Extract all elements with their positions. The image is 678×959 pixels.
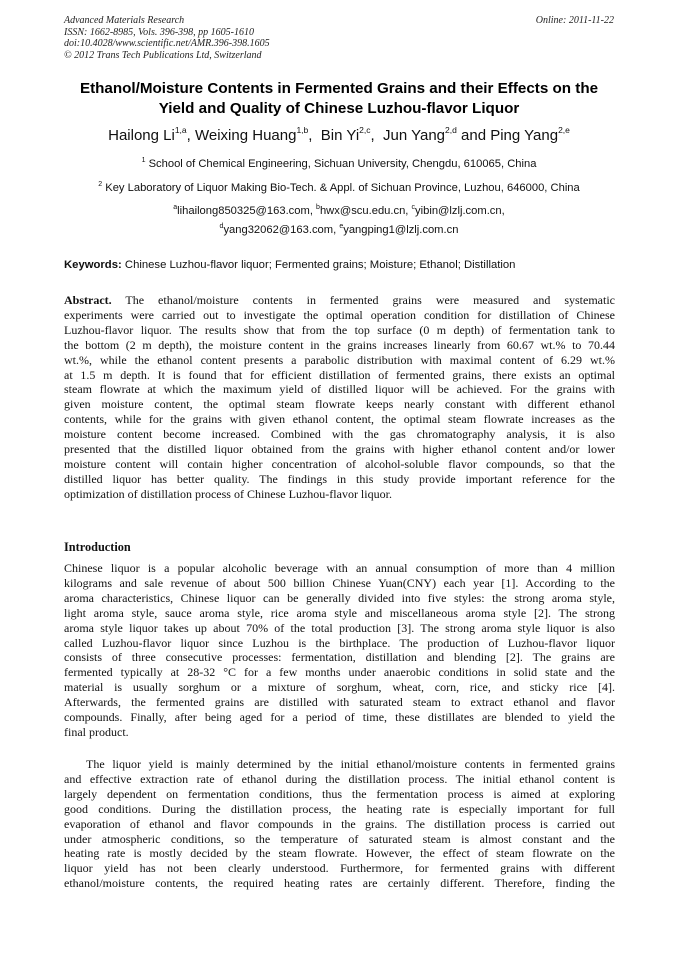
- email-mark: d: [219, 223, 224, 230]
- abstract-line: wt.%, while the ethanol content presents a parabolic distribution with maximal content of 6.29 wt.%: [64, 352, 615, 367]
- abstract-line: contents, while for the grains with given ethanol content, the optimal steam flowrate increases as the: [64, 412, 615, 427]
- body-line: material is usually sorghum or a mixture of sorghum, wheat, corn, rice, and sticky rice [4].: [64, 680, 615, 695]
- title-line: Yield and Quality of Chinese Luzhou-flavor Liquor: [158, 100, 520, 117]
- email-mark: e: [339, 223, 344, 230]
- email-address[interactable]: yibin@lzlj.com.cn,: [415, 205, 505, 217]
- body-line: final product.: [64, 724, 129, 739]
- body-line: called Luzhou-flavor liquor since Luzhou is the birthplace. The production of Luzhou-flavor liquor: [64, 635, 615, 650]
- keywords-label: Keywords:: [64, 259, 122, 271]
- affiliation-text: Key Laboratory of Liquor Making Bio-Tech. & Appl. of Sichuan Province, Luzhou, 646000, China: [105, 182, 580, 194]
- introduction-paragraph-1: [64, 561, 615, 740]
- author-name: Bin Yi: [320, 127, 360, 144]
- body-line: under atmospheric conditions, so the temperature of saturated steam is almost constant and the: [64, 831, 615, 846]
- email-line-1: [40, 204, 638, 220]
- email-address[interactable]: hwx@scu.edu.cn,: [319, 205, 412, 217]
- body-line: aroma characteristics, Chinese liquor can be generally divided into five styles: the strong aroma style,: [64, 590, 615, 605]
- issn-line: ISSN: 1662-8985, Vols. 396-398, pp 1605-1610: [64, 26, 254, 38]
- body-line: Afterwards, the fermented grains are distilled with saturated steam to extract ethanol and flavor: [64, 695, 615, 710]
- author-name: Weixing Huang: [195, 127, 297, 144]
- author-separator: ,: [370, 127, 384, 144]
- body-line: kilograms and sale revenue of about 500 billion Chinese Yuan(CNY) each year [1]. According to the: [64, 575, 615, 590]
- body-line: ethanol/moisture contents, the required heating rates are certainly different. Therefore, finding the: [64, 876, 615, 891]
- author-affiliation-mark: 1,b: [296, 125, 309, 135]
- author-list: [40, 125, 638, 148]
- keywords: [64, 258, 616, 272]
- author-separator: ,: [308, 127, 321, 144]
- affiliation-mark: 2: [98, 181, 103, 188]
- abstract-label: Abstract.: [64, 293, 112, 307]
- body-line: aroma style liquor takes up about 70% of the total production [3]. The strong aroma style liquor is also: [64, 620, 615, 635]
- email-mark: b: [316, 204, 320, 211]
- abstract-line: steam flowrate at which the maximum yield of distilled liquor will be achieved. For the grains with: [64, 382, 615, 397]
- body-line: compounds. Finally, after being aged for a period of time, these distillates are blended to yield the: [64, 710, 615, 725]
- journal-header: [64, 15, 394, 61]
- author-separator: and: [456, 127, 491, 144]
- affiliation-1: [40, 157, 638, 173]
- email-address[interactable]: yangping1@lzlj.com.cn: [343, 224, 459, 236]
- doi-line: doi:10.4028/www.scientific.net/AMR.396-398.1605: [64, 38, 270, 49]
- abstract-line: at 1.5 m depth. It is found that for efficient distillation of fermented grains, there exists an optimal: [64, 367, 615, 382]
- email-mark: a: [173, 204, 178, 211]
- introduction-paragraph-2: [64, 757, 615, 891]
- journal-name: Advanced Materials Research: [64, 15, 185, 26]
- abstract-line: moisture content become increased. Combined with the gas chromatography analysis, it is also: [64, 427, 615, 442]
- body-line: The liquor yield is mainly determined by the initial ethanol/moisture contents in fermented grains: [86, 757, 615, 771]
- author-affiliation-mark: 2,d: [445, 125, 457, 135]
- body-line: evaporation of ethanol and flavor compounds in the grains. The distillation process is carried out: [64, 816, 615, 831]
- body-line: consists of three consecutive processes: fermentation, distillation and blending [2]. The grains are: [64, 650, 615, 665]
- abstract-line: moisture content will contain higher concentration of alcohol-soluble flavor compounds, so that the: [64, 456, 615, 471]
- affiliation-mark: 1: [141, 157, 146, 164]
- copyright-line: © 2012 Trans Tech Publications Ltd, Switzerland: [64, 49, 262, 61]
- abstract-line: the bottom (2 m depth), the moisture content in the grains increases linearly from 60.67 wt.% to 70.44: [64, 337, 615, 352]
- body-line: heating rate is mostly decided by the steam flowrate. However, the effect of steam flowrate on the: [64, 846, 615, 861]
- author-affiliation-mark: 2,e: [558, 125, 570, 135]
- author-name: Hailong Li: [108, 127, 175, 144]
- author-affiliation-mark: 1,a: [174, 125, 187, 135]
- email-line-2: [40, 223, 638, 239]
- online-date: Online: 2011-11-22: [535, 15, 614, 26]
- abstract-line: experiments were carried out to investigate the optimal operation condition for distillation of Chinese: [64, 307, 615, 322]
- author-name: Ping Yang: [490, 127, 559, 144]
- author-name: Jun Yang: [383, 127, 446, 144]
- body-line: Chinese liquor is a popular alcoholic beverage with an annual consumption of more than 4 million: [64, 561, 615, 575]
- email-address[interactable]: yang32062@163.com,: [223, 224, 340, 236]
- abstract-line: given moisture content, the optimal steam flowrate keeps nearly constant with different ethanol: [64, 397, 615, 412]
- body-line: liquor yield has not been clearly understood. Furthermore, for fermented grains with different: [64, 861, 615, 876]
- email-address[interactable]: lihailong850325@163.com,: [177, 205, 317, 217]
- author-separator: ,: [186, 127, 195, 144]
- author-affiliation-mark: 2,c: [359, 125, 371, 135]
- abstract: [64, 293, 615, 502]
- section-heading-introduction: Introduction: [64, 540, 131, 554]
- abstract-line: presented that the distilled liquor obtained from the grains with higher ethanol content and/or lower: [64, 442, 615, 457]
- abstract-line: [64, 293, 615, 308]
- affiliation-text: School of Chemical Engineering, Sichuan University, Chengdu, 610065, China: [148, 158, 537, 170]
- body-line: light aroma style, sauce aroma style, rice aroma style and miscellaneous aroma style [2]. The strong: [64, 605, 615, 620]
- keywords-text: Chinese Luzhou-flavor liquor; Fermented grains; Moisture; Ethanol; Distillation: [121, 259, 516, 271]
- email-mark: c: [411, 204, 416, 211]
- title-line: Ethanol/Moisture Contents in Fermented Grains and their Effects on the: [79, 80, 599, 97]
- body-line: largely dependent on fermentation conditions, thus the fermentation process is aimed at exploring: [64, 786, 615, 801]
- abstract-line-text: The ethanol/moisture contents in fermented grains were measured and systematic: [111, 293, 615, 307]
- abstract-line: optimization of distillation process of Chinese Luzhou-flavor liquor.: [64, 486, 392, 501]
- abstract-line: Luzhou-flavor liquor. The results show that from the top surface (0 m depth) of fermentation tank to: [64, 322, 615, 337]
- abstract-line: distilled liquor has better quality. The findings in this study provide important reference for the: [64, 471, 615, 486]
- body-line: and effective extraction rate of ethanol during the distillation process. The initial ethanol content is: [64, 771, 615, 786]
- body-line: fermented typically at 28-32 °C for a few months under anaerobic conditions in solid state and the: [64, 665, 615, 680]
- body-line: good conditions. During the distillation process, the heating rate is especially important for full: [64, 801, 615, 816]
- affiliation-2: [40, 181, 638, 197]
- paper-title: [50, 79, 628, 119]
